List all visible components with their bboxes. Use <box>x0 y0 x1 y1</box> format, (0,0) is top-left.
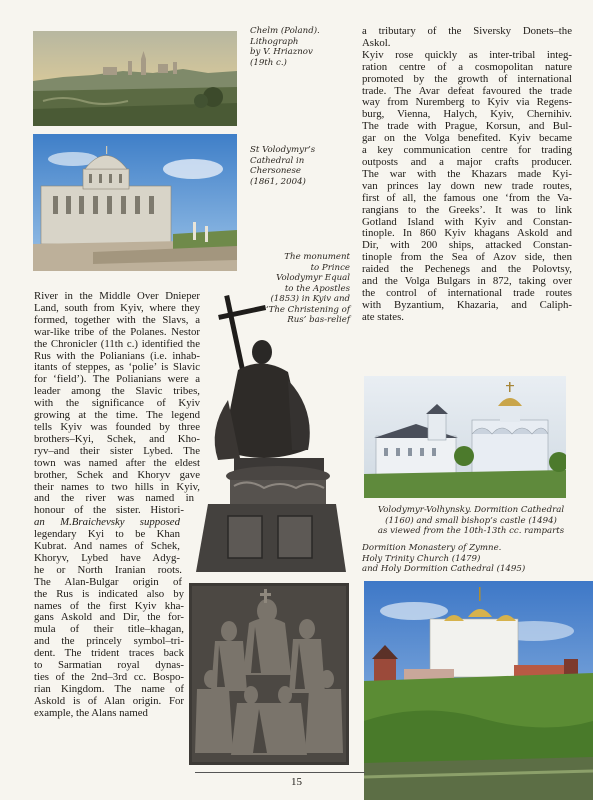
page-number: 15 <box>291 776 302 788</box>
text-line: tinople from the Sea of Azov side, then <box>362 251 572 264</box>
text-line: burg, Vienna, Halych, Kyiv, Chernihiv. <box>362 108 572 121</box>
text-line: ration centre of a cosmopolitan nature <box>362 60 572 73</box>
text-line: first of all, the famous one ‘from the Va- <box>362 191 572 204</box>
text-line: to Sarmatian royal dynas- <box>34 659 184 672</box>
text-line: and the princely symbol–tri- <box>34 635 184 648</box>
text-line: example, the Alans named <box>34 706 148 719</box>
text-line: trade. The Avar defeat favoured the trade <box>362 84 572 97</box>
text-line: Rus with the Polianians (i.e. inhab- <box>34 349 200 362</box>
text-line: outposts and a major crafts producer. <box>362 155 572 168</box>
text-line: an M.Braichevsky supposed <box>34 516 180 529</box>
text-line: gar on the Volga benefited. Kyiv became <box>362 132 572 145</box>
text-line: Khoryv, Lybed have Adyg- <box>34 551 180 564</box>
text-line: legendary Kyi to be Khan <box>34 528 180 541</box>
text-line: The Alan-Bulgar origin of <box>34 575 182 588</box>
text-line: their names to two hills in Kyiv, <box>34 480 200 493</box>
text-line: for ‘field’). The Polianians were a <box>34 373 200 386</box>
right-column-text <box>362 26 572 324</box>
text-line: leader among the Slavic tribes, <box>34 385 200 398</box>
volodymyr-cathedral-caption: St Volodymyr’s Cathedral in Chersonese (1861, 2004) <box>250 145 316 187</box>
text-line: ate states. <box>362 310 404 323</box>
text-line: Kubrat. And names of Schek, <box>34 540 180 553</box>
text-line: tells Kyiv was founded by three <box>34 420 200 433</box>
text-line: itants of steppes, as ‘polie’ is Slavic <box>34 361 200 374</box>
text-line: and the river was named in <box>34 492 194 505</box>
text-line: Gotland Island with Kyiv and Constan- <box>362 215 572 228</box>
text-line: The war with the Khazars made Kyi- <box>362 167 572 180</box>
volodymyr-volhynsky-caption: Volodymyr-Volhynsky. Dormition Cathedral (1160) and small bishop’s castle (1494) as viewed from the 10th-13th cc. ramparts <box>377 505 565 536</box>
text-line: Askol. <box>362 36 391 49</box>
text-line: the Chronicler (11th c.) identified the <box>34 337 200 350</box>
text-line: gans Askold and Dir, the for- <box>34 611 184 624</box>
footer-rule <box>195 772 365 773</box>
text-line: formed, together with the Slavs, a <box>34 313 200 326</box>
zymne-caption: Dormition Monastery of Zymne. Holy Trinity Church (1479) and Holy Dormition Cathedral (1495) <box>362 543 526 574</box>
monument-caption: The monument to Prince Volodymyr Equal to the Apostles (1853) in Kyiv and ‘The Christening of Rus’ bas-relief <box>265 252 350 325</box>
text-line: raided the Pechenegs and the Polovtsy, <box>362 263 572 276</box>
text-line: brother, Schek and Khoryv gave <box>34 468 200 481</box>
text-line: rangians to the Greeks’. It was to link <box>362 203 572 216</box>
text-line: names of the first Kyiv kha- <box>34 599 184 612</box>
text-line: way from Nuremberg to Kyiv via Regens- <box>362 96 572 109</box>
text-line: promoted by the growth of international <box>362 72 572 85</box>
volodymyr-volhynsky-image <box>364 376 566 498</box>
text-line: van princes lay down new trade routes, <box>362 179 572 192</box>
text-line: mula of their title–khagan, <box>34 623 184 636</box>
text-line: ryv–and their sister Lybed. The <box>34 444 200 457</box>
text-line: a key communication centre for trading <box>362 144 572 157</box>
text-line: Land, south from Kyiv, where they <box>34 301 200 314</box>
text-line: The trade with Prague, Korsun, and Bul- <box>362 120 572 133</box>
text-line: dent. The trident traces back <box>34 647 184 660</box>
zymne-monastery-image <box>364 581 593 800</box>
text-line: Kyiv rose quickly as inter-tribal integ- <box>362 48 572 61</box>
text-line: growing at the time. The legend <box>34 409 200 422</box>
text-line: Dir, with 200 ships, attacked Constan- <box>362 239 572 252</box>
text-line: River in the Middle Over Dnieper <box>34 290 200 302</box>
text-line: brothers–Kyi, Schek, and Kho- <box>34 432 200 445</box>
text-line: the control of international trade routes <box>362 286 572 299</box>
chelm-caption: Chelm (Poland). Lithograph by V. Hriaznov (19th c.) <box>250 26 320 68</box>
text-line: war-like tribe of the Polanes. Nestor <box>34 325 200 338</box>
text-line: tinople. In 860 Kyiv khagans Askold and <box>362 227 572 240</box>
text-line: town was named after the eldest <box>34 456 200 469</box>
text-line: Askold is of Alan origin. For <box>34 694 184 707</box>
text-line: he or North Iranian roots. <box>34 563 182 576</box>
text-line: the Rus is indicated also by <box>34 587 184 600</box>
text-line: a tributary of the Siversky Donets–the <box>362 25 572 37</box>
text-line: with the significance of Kyiv <box>34 397 200 410</box>
text-line: with Byzantium, Khazaria, and Caliph- <box>362 298 572 311</box>
christening-bas-relief-image <box>189 583 349 765</box>
volodymyr-cathedral-image <box>33 134 237 271</box>
text-line: honour of the sister. Histori- <box>34 504 184 517</box>
text-line: rian Kingdom. The name of <box>34 682 184 695</box>
chelm-lithograph-image <box>33 31 237 126</box>
text-line: ties of the 2nd–3rd cc. Bospo- <box>34 671 184 683</box>
text-line: and the Volga Bulgars in 872, taking over <box>362 275 572 288</box>
